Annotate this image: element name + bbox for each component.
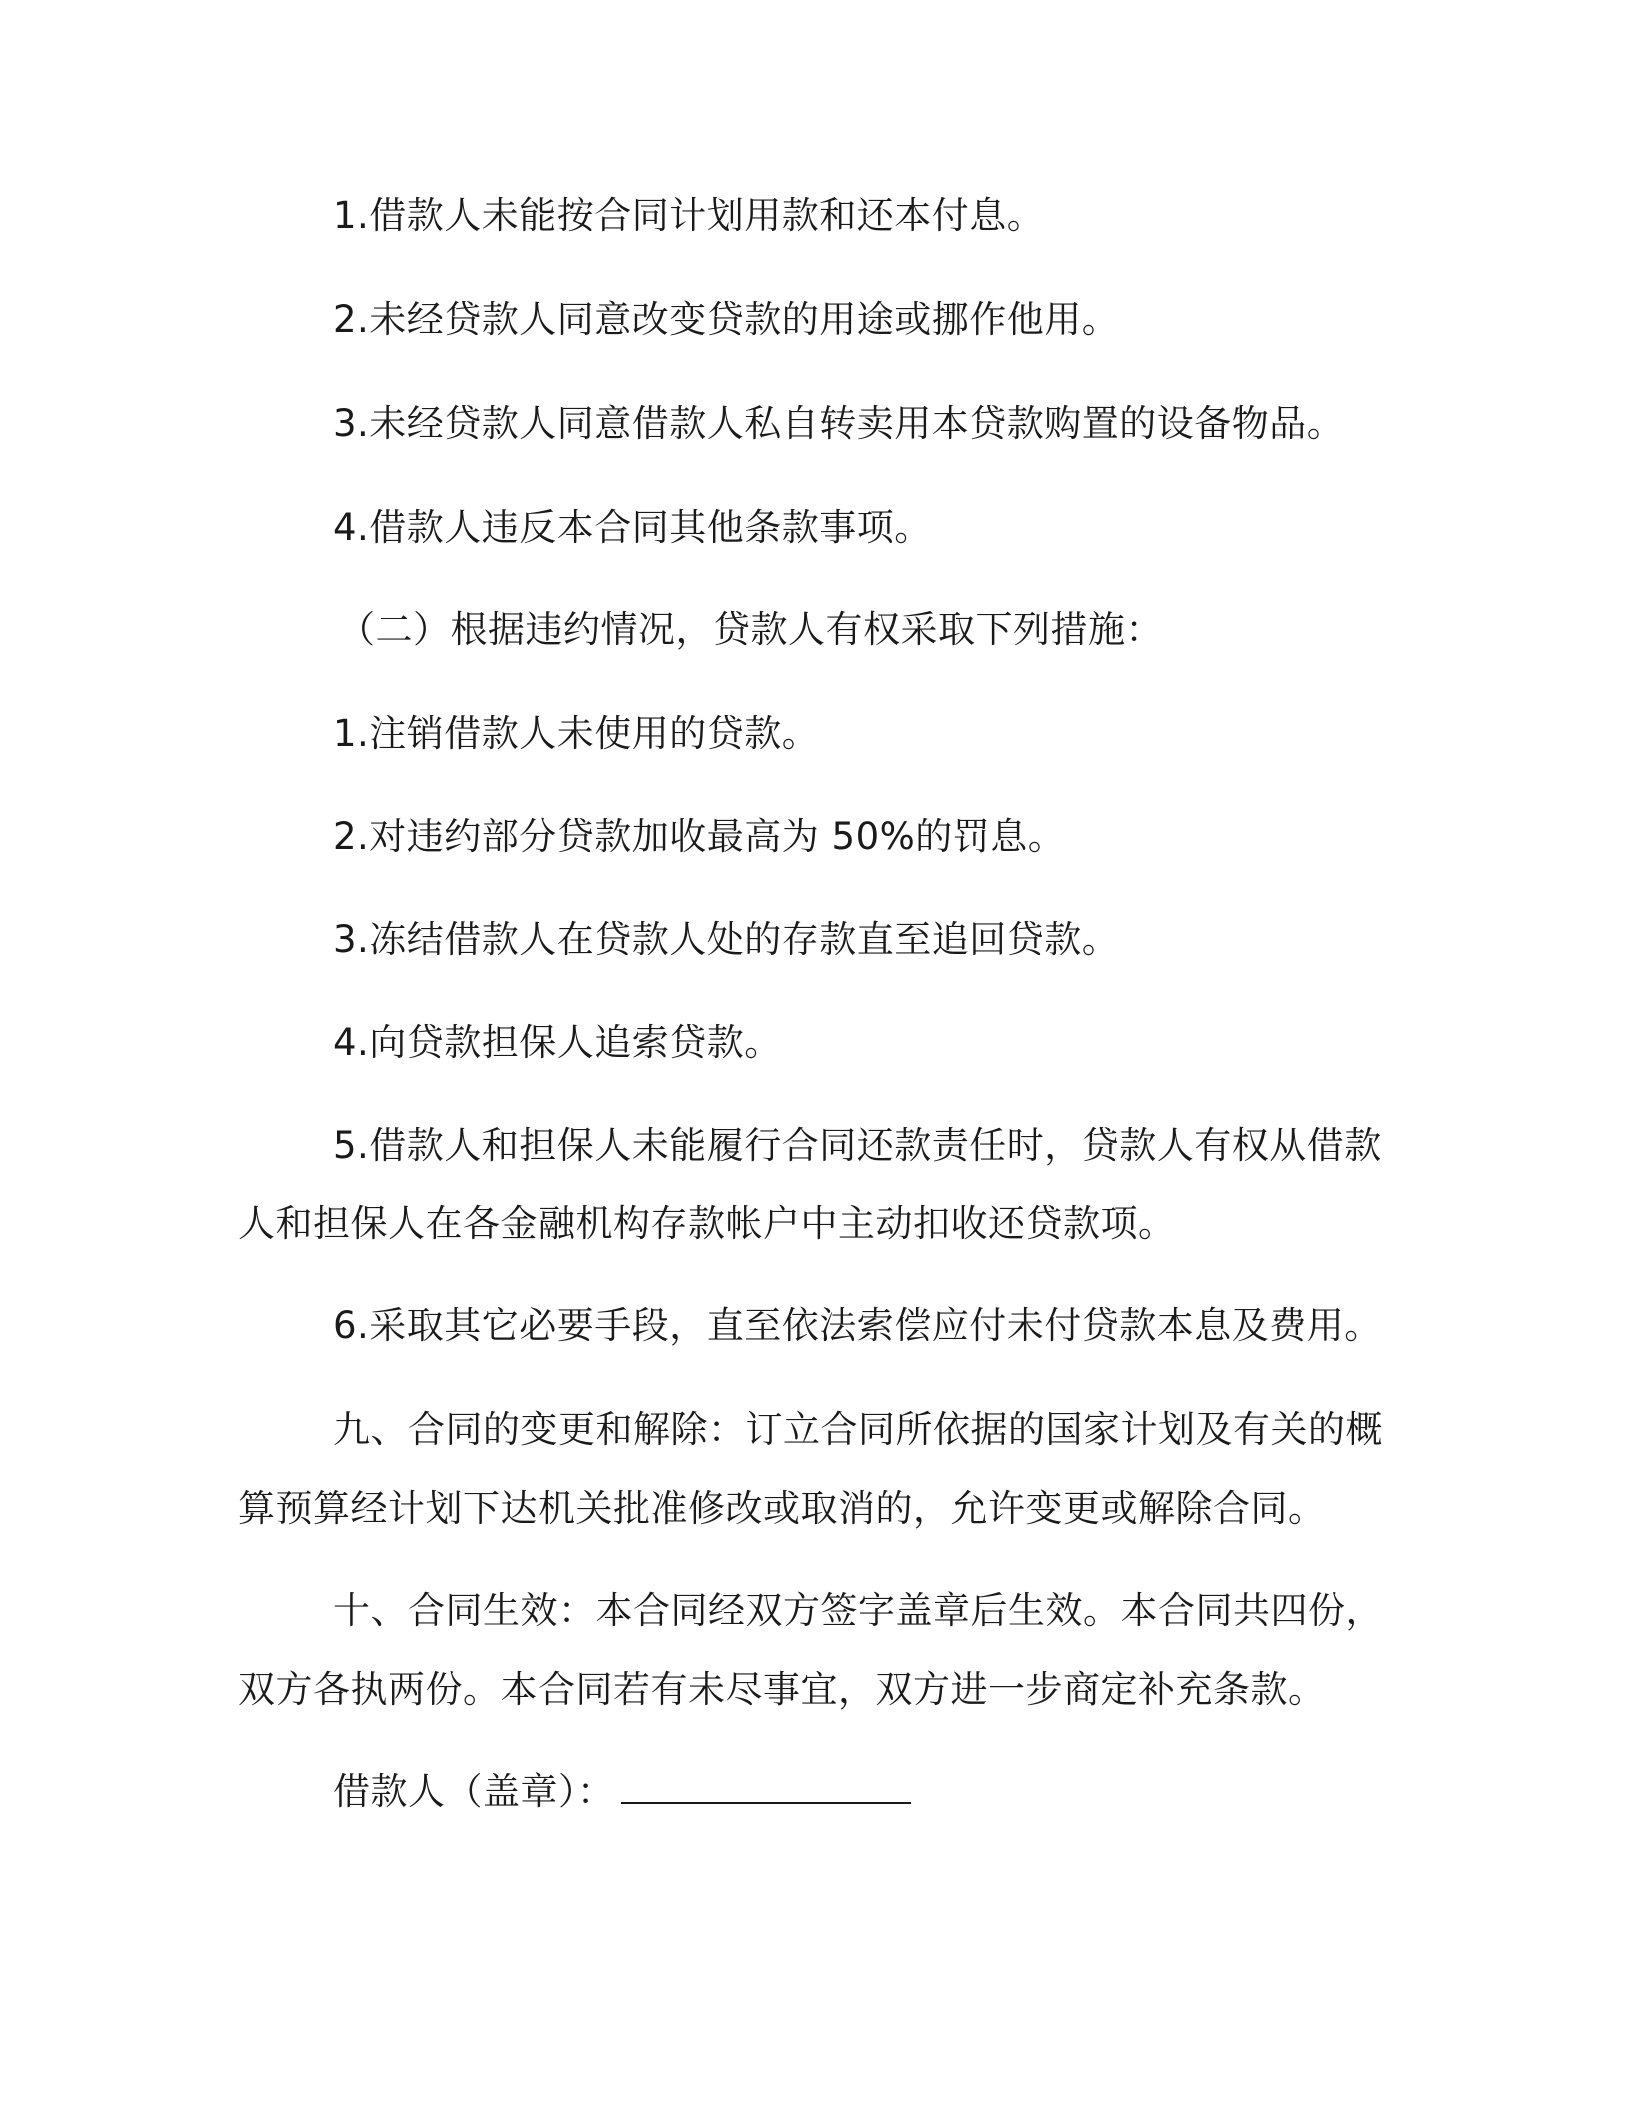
section-heading-measures: （二）根据违约情况，贷款人有权采取下列措施：	[338, 608, 1163, 651]
clause-nine-line-2: 算预算经计划下达机关批准修改或取消的，允许变更或解除合同。	[238, 1487, 1326, 1530]
clause-ten-line-1: 十、合同生效：本合同经双方签字盖章后生效。本合同共四份，	[333, 1589, 1383, 1632]
measure-item-5-line-2: 人和担保人在各金融机构存款帐户中主动扣收还贷款项。	[238, 1202, 1176, 1245]
measure-item-5-line-1: 5.借款人和担保人未能履行合同还款责任时，贷款人有权从借款	[333, 1124, 1382, 1167]
breach-item-1: 1.借款人未能按合同计划用款和还本付息。	[333, 194, 1045, 237]
measure-item-4: 4.向贷款担保人追索贷款。	[333, 1021, 782, 1064]
measure-item-1: 1.注销借款人未使用的贷款。	[333, 712, 820, 755]
signature-label: 借款人（盖章）：	[333, 1770, 615, 1813]
measure-item-3: 3.冻结借款人在贷款人处的存款直至追回贷款。	[333, 918, 1120, 961]
signature-line	[333, 1766, 911, 1818]
breach-item-3: 3.未经贷款人同意借款人私自转卖用本贷款购置的设备物品。	[333, 402, 1345, 445]
signature-blank[interactable]	[621, 1768, 911, 1804]
breach-item-2: 2.未经贷款人同意改变贷款的用途或挪作他用。	[333, 298, 1120, 341]
measure-item-2: 2.对违约部分贷款加收最高为 50%的罚息。	[333, 815, 1066, 858]
clause-nine-line-1: 九、合同的变更和解除：订立合同所依据的国家计划及有关的概	[333, 1408, 1383, 1451]
clause-ten-line-2: 双方各执两份。本合同若有未尽事宜，双方进一步商定补充条款。	[238, 1668, 1326, 1711]
measure-item-6: 6.采取其它必要手段，直至依法索偿应付未付贷款本息及费用。	[333, 1304, 1382, 1347]
breach-item-4: 4.借款人违反本合同其他条款事项。	[333, 506, 932, 549]
